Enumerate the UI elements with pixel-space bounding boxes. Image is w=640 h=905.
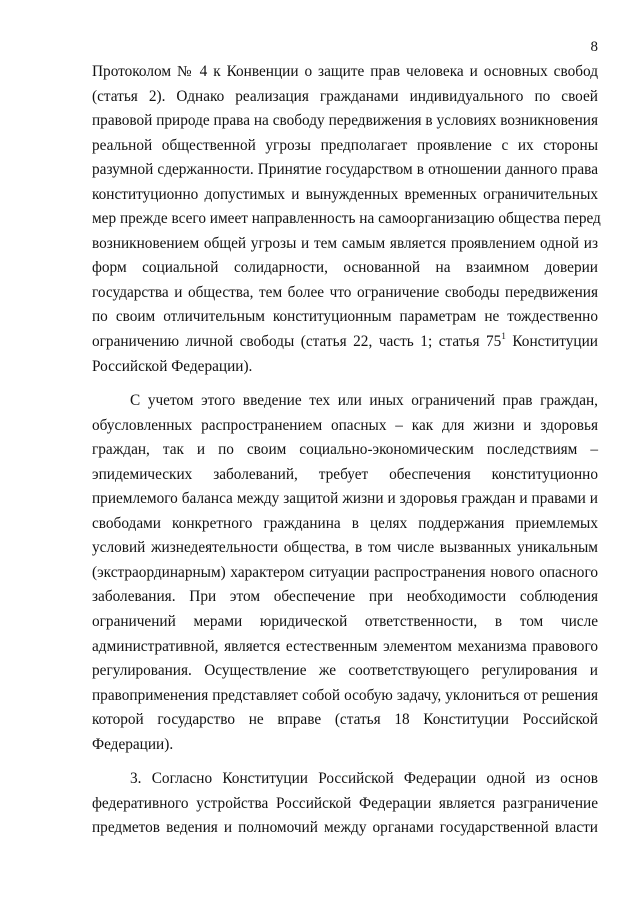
- text-line: мер прежде всего имеет направленность на самоорганизацию общества перед: [92, 210, 601, 228]
- text-line: форм социальной солидарности, основанной на взаимном доверии: [92, 259, 598, 277]
- text-line-with-superscript: [92, 330, 598, 355]
- text-line: разумной сдержанности. Принятие государством в отношении данного права: [92, 161, 598, 179]
- text-line: которой государство не вправе (статья 18 Конституции Российской: [92, 711, 598, 729]
- text-line: по своим отличительным конституционным параметрам не тождественно: [92, 308, 598, 326]
- text-line: (статья 2). Однако реализация гражданами индивидуального по своей: [92, 87, 598, 105]
- text-line: федеративного устройства Российской Федерации является разграничение: [92, 794, 598, 812]
- paragraph-1: [92, 60, 601, 379]
- text-line: Российской Федерации).: [92, 357, 253, 375]
- text-line: С учетом этого введение тех или иных ограничений прав граждан,: [130, 392, 598, 410]
- body-text: [92, 60, 601, 841]
- text-line: конституционно допустимых и вынужденных временных ограничительных: [92, 185, 598, 203]
- text-line: ограничений мерами юридической ответственности, в том числе: [92, 613, 598, 631]
- paragraph-2: [92, 389, 598, 757]
- text-line: обусловленных распространением опасных – как для жизни и здоровья: [92, 416, 598, 434]
- text-line: 3. Согласно Конституции Российской Федерации одной из основ: [130, 770, 598, 788]
- text-line: возникновением общей угрозы и тем самым является проявлением одной из: [92, 234, 598, 252]
- text-line: реальной общественной угрозы предполагает проявление с их стороны: [92, 136, 598, 154]
- text-line: эпидемических заболеваний, требует обеспечения конституционно: [92, 465, 598, 483]
- text-line: приемлемого баланса между защитой жизни и здоровья граждан и правами и: [92, 490, 598, 508]
- text-line: предметов ведения и полномочий между органами государственной власти: [92, 819, 598, 837]
- text-line: заболевания. При этом обеспечение при необходимости соблюдения: [92, 588, 598, 606]
- text-line: административной, является естественным элементом механизма правового: [92, 637, 598, 655]
- text-line: государства и общества, тем более что ограничение свободы передвижения: [92, 283, 598, 301]
- text-fragment: ограничению личной свободы (статья 22, часть 1; статья 75: [92, 333, 502, 351]
- text-line: правоприменения представляет собой особую задачу, уклониться от решения: [92, 686, 598, 704]
- text-line: регулирования. Осуществление же соответствующего регулирования и: [92, 662, 598, 680]
- text-fragment: Конституции: [505, 333, 598, 351]
- text-line: свободами конкретного гражданина в целях поддержания приемлемых: [92, 514, 598, 532]
- article-superscript: 1: [501, 331, 506, 342]
- text-line: правовой природе права на свободу передвижения в условиях возникновения: [92, 112, 598, 130]
- text-line: условий жизнедеятельности общества, в том числе вызванных уникальным: [92, 539, 598, 557]
- text-line: граждан, так и по своим социально-экономическим последствиям –: [92, 441, 598, 459]
- paragraph-spacer: [92, 379, 598, 389]
- paragraph-spacer: [92, 757, 598, 767]
- text-line: Федерации).: [92, 735, 174, 753]
- text-line: Протоколом № 4 к Конвенции о защите прав человека и основных свобод: [92, 63, 598, 80]
- page-number: 8: [590, 39, 598, 55]
- paragraph-3: [92, 767, 598, 841]
- text-line: (экстраординарным) характером ситуации распространения нового опасного: [92, 563, 598, 581]
